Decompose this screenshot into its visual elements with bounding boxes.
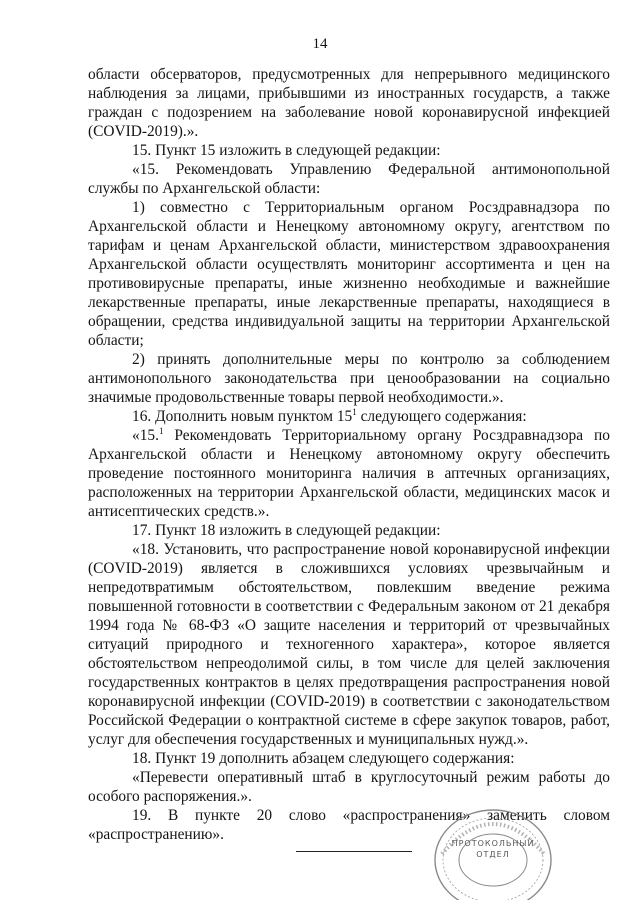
paragraph-item-19-addition: «Перевести оперативный штаб в круглосуточный режим работы до особого распоряжения.». xyxy=(88,769,610,805)
paragraph-subitem-1: 1) совместно с Территориальным органом Росздравнадзора по Архангельской области и Ненецкому автономному округу, агентством по тарифам и ценам Архангельской области, министерством здравоохранения Архангельской области осуществлять мониторинг ассортимента и цен на противовирусные препараты, иные жизненно необходимые и важнейшие лекарственные препараты, иные лекарственные препараты, находящиеся в обращении, средства индивидуальной защиты на территории Архангельской области; xyxy=(88,199,610,349)
stamp-text-line1: ПРОТОКОЛЬНЫЙ xyxy=(451,839,535,848)
paragraph-subitem-2: 2) принять дополнительные меры по контролю за соблюдением антимонопольного законодательства при ценообразовании на социально значимые продовольственные товары первой необходимости.». xyxy=(88,351,610,406)
item-15-1-label: «15. xyxy=(132,427,159,444)
paragraph-item-18-heading: 18. Пункт 19 дополнить абзацем следующего содержания: xyxy=(132,750,515,767)
page-number: 14 xyxy=(312,36,328,52)
paragraph-item-15-text: «15. Рекомендовать Управлению Федеральной антимонопольной службы по Архангельской области: xyxy=(88,161,610,197)
item-16-text-b: следующего содержания: xyxy=(356,408,527,425)
paragraph-item-17-heading: 17. Пункт 18 изложить в следующей редакции: xyxy=(132,522,441,539)
item-15-1-body: Рекомендовать Территориальному органу Росздравнадзора по Архангельской области и Ненецкому автономному округу обеспечить проведение постоянного мониторинга наличия в аптечных организациях, расположенных на территории Архангельской области, медицинских масок и антисептических средств.». xyxy=(88,427,610,520)
paragraph-item-15-1-text xyxy=(88,426,610,521)
document-body xyxy=(88,65,610,844)
paragraph-item-19-heading: 19. В пункте 20 слово «распространения» заменить словом «распространению». xyxy=(88,807,610,843)
item-15-1-superscript: 1 xyxy=(158,426,164,436)
paragraph-item-16-heading xyxy=(88,407,610,426)
item-16-text-a: 16. Дополнить новым пунктом 15 xyxy=(132,408,353,425)
item-16-superscript: 1 xyxy=(352,407,357,417)
stamp-text-line2: ОТДЕЛ xyxy=(476,850,510,859)
paragraph-item-15-heading: 15. Пункт 15 изложить в следующей редакции: xyxy=(132,142,441,159)
footer-rule xyxy=(296,851,412,852)
paragraph-continuation: области обсерваторов, предусмотренных для непрерывного медицинского наблюдения за лицами, прибывшими из иностранных государств, а также граждан с подозрением на заболевание новой коронавирусной инфекцией (COVID-2019).». xyxy=(88,66,610,140)
official-seal-stamp xyxy=(430,800,556,900)
paragraph-item-18-text: «18. Установить, что распространение новой коронавирусной инфекции (COVID-2019) является в сложившихся условиях чрезвычайным и непредотвратимым обстоятельством, повлекшим введение режима повышенной готовности в соответствии с Федеральным законом от 21 декабря 1994 года № 68-ФЗ «О защите населения и территорий от чрезвычайных ситуаций природного и техногенного характера», которое является обстоятельством непреодолимой силы, в том числе для целей заключения государственных контрактов в целях предотвращения распространения новой коронавирусной инфекции (COVID-2019) в соответствии с законодательством Российской Федерации о контрактной системе в сфере закупок товаров, работ, услуг для обеспечения государственных и муниципальных нужд.». xyxy=(88,541,610,748)
